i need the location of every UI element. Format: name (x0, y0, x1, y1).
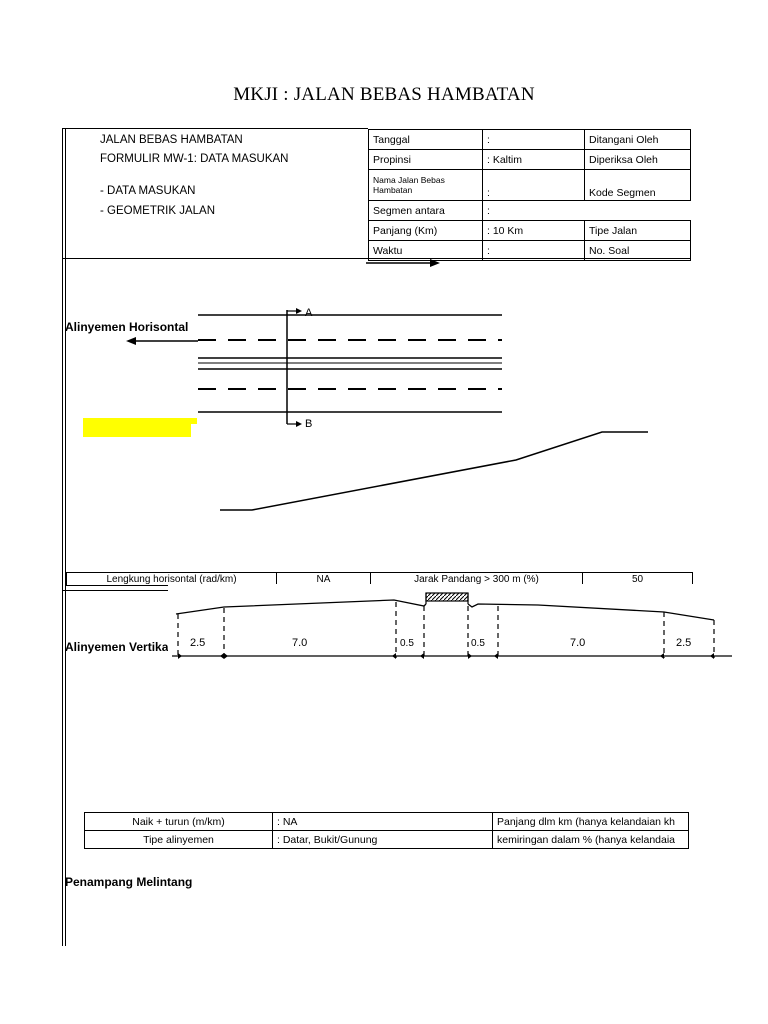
info-label-segmen: Segmen antara (369, 201, 483, 221)
info-right-kode-segmen: Kode Segmen (585, 170, 691, 201)
info-value-propinsi: : Kaltim (483, 150, 585, 170)
info-value-waktu: : (483, 241, 585, 261)
table-row (369, 201, 691, 221)
frame-left-line-inner (65, 128, 66, 946)
dim-label-shoulder-left: 2.5 (190, 637, 206, 649)
info-label-panjang: Panjang (Km) (369, 221, 483, 241)
table-row (85, 831, 689, 849)
mid-value-jarak-pandang: 50 (583, 573, 693, 586)
table-row (369, 150, 691, 170)
cut-label-a: A (305, 307, 313, 319)
mid-label-jarak-pandang: Jarak Pandang > 300 m (%) (371, 573, 583, 586)
info-right-tipe-jalan: Tipe Jalan (585, 221, 691, 241)
cross-section-sketch (168, 584, 736, 676)
section-label-vertikal: Alinyemen Vertika (65, 640, 169, 654)
dim-label-shoulder-right: 2.5 (676, 637, 692, 649)
info-label-propinsi: Propinsi (369, 150, 483, 170)
bot-right-kemiringan: kemiringan dalam % (hanya kelandaia (493, 831, 689, 849)
header-form-subtitle: FORMULIR MW-1: DATA MASUKAN (100, 153, 289, 165)
dim-label-median-left: 0.5 (400, 638, 414, 649)
vertical-profile-line (216, 426, 656, 518)
bot-right-panjang: Panjang dlm km (hanya kelandaian kh (493, 813, 689, 831)
table-row (369, 221, 691, 241)
dim-label-lane-left: 7.0 (292, 637, 308, 649)
info-table (368, 129, 691, 261)
section-label-penampang: Penampang Melintang (65, 875, 193, 889)
section-label-horisontal: Alinyemen Horisontal (65, 320, 189, 334)
bot-label-tipe-alinyemen: Tipe alinyemen (85, 831, 273, 849)
header-item-geometrik: - GEOMETRIK JALAN (100, 205, 216, 217)
direction-arrow-left-icon (126, 334, 200, 348)
mid-label-lengkung: Lengkung horisontal (rad/km) (67, 573, 277, 586)
mid-value-lengkung: NA (277, 573, 371, 586)
cut-label-b: B (305, 418, 313, 430)
road-plan-diagram (196, 300, 506, 432)
info-value-panjang: : 10 Km (483, 221, 585, 241)
info-right-ditangani: Ditangani Oleh (585, 130, 691, 150)
table-row (369, 130, 691, 150)
info-right-no-soal: No. Soal (585, 241, 691, 261)
info-label-nama-jalan (369, 170, 483, 201)
info-label-tanggal: Tanggal (369, 130, 483, 150)
info-label-nama-jalan-b: Hambatan (373, 185, 413, 195)
page-title: MKJI : JALAN BEBAS HAMBATAN (233, 84, 535, 105)
header-form-name: JALAN BEBAS HAMBATAN (100, 134, 243, 146)
direction-arrow-right-icon (364, 256, 444, 270)
info-value-segmen: : (483, 201, 691, 221)
table-row (369, 170, 691, 201)
info-label-waktu: Waktu (369, 241, 483, 261)
info-value-tanggal: : (483, 130, 585, 150)
alignment-table (84, 812, 689, 849)
info-right-diperiksa: Diperiksa Oleh (585, 150, 691, 170)
frame-top-line (62, 128, 368, 129)
bot-label-naik-turun: Naik + turun (m/km) (85, 813, 273, 831)
median-hatch (426, 593, 468, 601)
info-value-nama-jalan: : (483, 170, 585, 201)
dim-label-median-right: 0.5 (471, 638, 485, 649)
table-row (85, 813, 689, 831)
header-item-data-masukan: - DATA MASUKAN (100, 185, 196, 197)
frame-left-line (62, 128, 63, 946)
dim-label-lane-right: 7.0 (570, 637, 586, 649)
bot-value-naik-turun: : NA (273, 813, 493, 831)
frame-section-line (62, 590, 174, 591)
highlight-block (83, 418, 191, 437)
info-label-nama-jalan-a: Nama Jalan Bebas (373, 175, 445, 185)
bot-value-tipe-alinyemen: : Datar, Bukit/Gunung (273, 831, 493, 849)
